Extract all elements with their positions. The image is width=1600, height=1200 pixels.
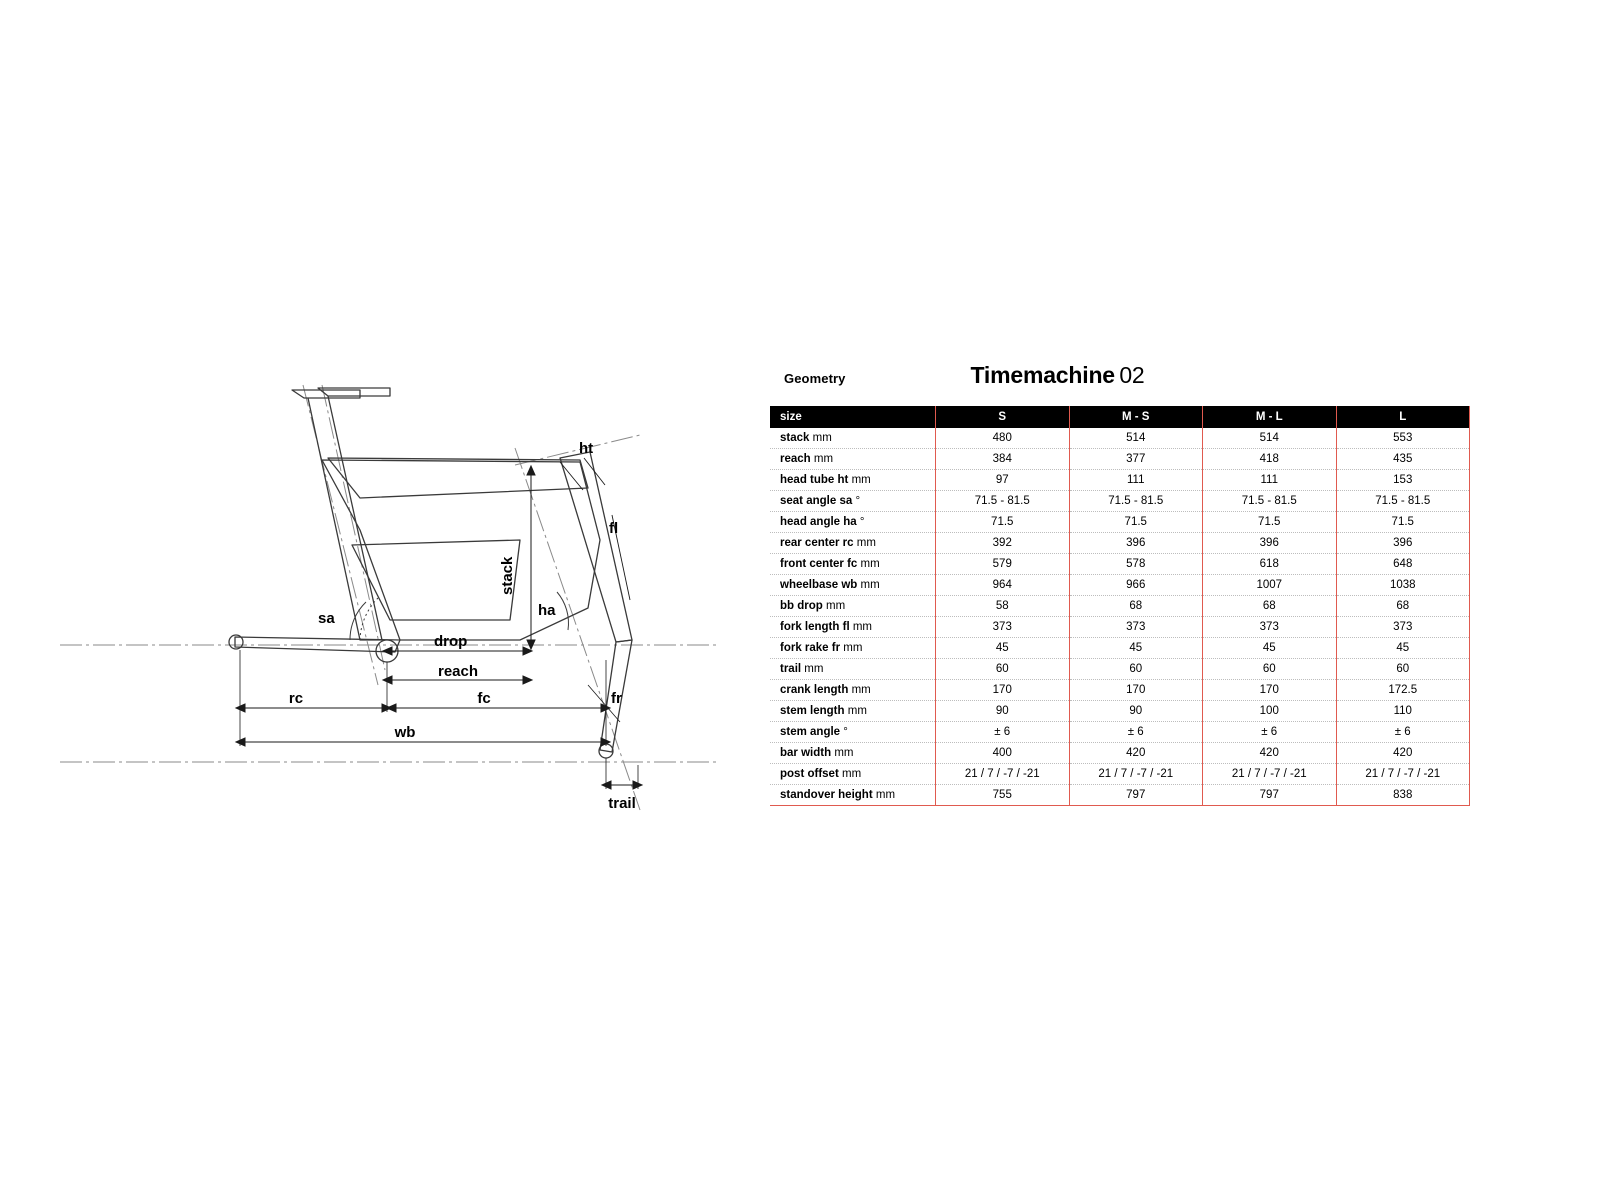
cell-value: 71.5 - 81.5 (936, 491, 1070, 512)
row-label-text: head angle ha (780, 516, 857, 528)
table-row (770, 491, 1470, 512)
row-unit: mm (841, 768, 862, 780)
row-label-text: reach (780, 453, 811, 465)
cell-value: 373 (936, 617, 1070, 638)
cell-value: 435 (1336, 449, 1470, 470)
row-label-text: rear center rc (780, 537, 854, 549)
row-label (770, 701, 936, 722)
cell-value: 97 (936, 470, 1070, 491)
table-row (770, 722, 1470, 743)
cell-value: 384 (936, 449, 1070, 470)
cell-value: 71.5 (1336, 512, 1470, 533)
cell-value: 648 (1336, 554, 1470, 575)
table-row (770, 617, 1470, 638)
cell-value: 60 (1069, 659, 1203, 680)
cell-value: 45 (1336, 638, 1470, 659)
row-label (770, 596, 936, 617)
row-unit: ° (843, 726, 848, 738)
dimension-lines (236, 458, 642, 789)
label-sa: sa (318, 610, 335, 627)
cell-value: 100 (1203, 701, 1337, 722)
cell-value: 60 (1203, 659, 1337, 680)
label-drop: drop (434, 633, 468, 650)
row-label-text: crank length (780, 684, 849, 696)
cell-value: 21 / 7 / -7 / -21 (1069, 764, 1203, 785)
row-unit: mm (826, 600, 846, 612)
cell-value: 170 (1069, 680, 1203, 701)
row-label (770, 554, 936, 575)
cell-value: 396 (1203, 533, 1337, 554)
row-label (770, 449, 936, 470)
cell-value: 400 (936, 743, 1070, 764)
table-row (770, 449, 1470, 470)
table-row (770, 512, 1470, 533)
model-name: Timemachine (970, 362, 1115, 388)
table-header-row (770, 406, 1470, 428)
cell-value: 480 (936, 428, 1070, 449)
row-label-text: head tube ht (780, 474, 849, 486)
cell-value: 392 (936, 533, 1070, 554)
cell-value: 418 (1203, 449, 1337, 470)
row-label-text: stem angle (780, 726, 841, 738)
row-label (770, 743, 936, 764)
row-label (770, 638, 936, 659)
cell-value: ± 6 (936, 722, 1070, 743)
cell-value: 396 (1069, 533, 1203, 554)
model-number: 02 (1119, 362, 1145, 388)
bike-geometry-diagram (60, 340, 780, 840)
row-label-text: trail (780, 663, 802, 675)
cell-value: 21 / 7 / -7 / -21 (1336, 764, 1470, 785)
row-unit: mm (804, 663, 824, 675)
label-fl: fl (609, 520, 619, 537)
cell-value: 71.5 (1203, 512, 1337, 533)
label-fc: fc (477, 690, 491, 707)
reference-lines (60, 385, 720, 810)
row-label-text: bar width (780, 747, 832, 759)
row-label (770, 533, 936, 554)
row-unit: mm (856, 537, 876, 549)
diagram-svg (60, 340, 780, 840)
cell-value: 755 (936, 785, 1070, 806)
row-unit: mm (847, 705, 867, 717)
table-row (770, 764, 1470, 785)
row-unit: mm (860, 558, 880, 570)
table-row (770, 575, 1470, 596)
row-unit: mm (813, 453, 834, 465)
table-row (770, 554, 1470, 575)
cell-value: ± 6 (1336, 722, 1470, 743)
table-row (770, 533, 1470, 554)
table-row (770, 638, 1470, 659)
cell-value: 45 (936, 638, 1070, 659)
cell-value: 797 (1069, 785, 1203, 806)
cell-value: 111 (1069, 470, 1203, 491)
table-row (770, 743, 1470, 764)
cell-value: ± 6 (1069, 722, 1203, 743)
cell-value: 838 (1336, 785, 1470, 806)
cell-value: 170 (936, 680, 1070, 701)
cell-value: ± 6 (1203, 722, 1337, 743)
table-row (770, 659, 1470, 680)
row-label-text: front center fc (780, 558, 858, 570)
row-label (770, 659, 936, 680)
cell-value: 90 (1069, 701, 1203, 722)
cell-value: 68 (1336, 596, 1470, 617)
cell-value: 420 (1336, 743, 1470, 764)
cell-value: 21 / 7 / -7 / -21 (936, 764, 1070, 785)
cell-value: 68 (1069, 596, 1203, 617)
cell-value: 45 (1069, 638, 1203, 659)
cell-value: 514 (1069, 428, 1203, 449)
row-unit: mm (851, 474, 871, 486)
row-label-text: bb drop (780, 600, 823, 612)
cell-value: 71.5 - 81.5 (1336, 491, 1470, 512)
label-rc: rc (288, 690, 304, 707)
cell-value: 170 (1203, 680, 1337, 701)
label-fr: fr (611, 690, 622, 707)
row-label-text: fork rake fr (780, 642, 841, 654)
column-header-size: size (770, 406, 936, 428)
table-row (770, 428, 1470, 449)
row-unit: mm (875, 789, 896, 801)
label-ha: ha (538, 602, 556, 619)
cell-value: 373 (1069, 617, 1203, 638)
model-title (971, 362, 1145, 389)
table-row (770, 596, 1470, 617)
cell-value: 60 (936, 659, 1070, 680)
cell-value: 71.5 (936, 512, 1070, 533)
row-label-text: standover height (780, 789, 873, 801)
label-wb: wb (394, 724, 416, 741)
row-label-text: stack (780, 432, 810, 444)
row-unit: ° (855, 495, 861, 507)
cell-value: 373 (1336, 617, 1470, 638)
cell-value: 578 (1069, 554, 1203, 575)
cell-value: 966 (1069, 575, 1203, 596)
row-unit: mm (834, 747, 854, 759)
row-label (770, 428, 936, 449)
cell-value: 45 (1203, 638, 1337, 659)
label-trail: trail (608, 795, 636, 812)
row-label (770, 617, 936, 638)
cell-value: 71.5 (1069, 512, 1203, 533)
cell-value: 60 (1336, 659, 1470, 680)
row-label-text: post offset (780, 768, 839, 780)
cell-value: 153 (1336, 470, 1470, 491)
geometry-panel (770, 362, 1480, 806)
column-header-l: L (1336, 406, 1470, 428)
cell-value: 579 (936, 554, 1070, 575)
column-header-ms: M - S (1069, 406, 1203, 428)
table-row (770, 785, 1470, 806)
cell-value: 797 (1203, 785, 1337, 806)
row-label (770, 764, 936, 785)
label-reach: reach (437, 663, 479, 680)
cell-value: 1007 (1203, 575, 1337, 596)
row-unit: mm (851, 684, 871, 696)
row-unit: mm (852, 621, 873, 633)
table-row (770, 680, 1470, 701)
cell-value: 396 (1336, 533, 1470, 554)
cell-value: 1038 (1336, 575, 1470, 596)
cell-value: 111 (1203, 470, 1337, 491)
cell-value: 71.5 - 81.5 (1203, 491, 1337, 512)
row-unit: mm (843, 642, 863, 654)
row-label-text: stem length (780, 705, 845, 717)
row-unit: ° (859, 516, 865, 528)
cell-value: 90 (936, 701, 1070, 722)
row-label (770, 785, 936, 806)
row-label (770, 575, 936, 596)
row-label-text: fork length fl (780, 621, 850, 633)
row-unit: mm (812, 432, 832, 444)
cell-value: 21 / 7 / -7 / -21 (1203, 764, 1337, 785)
table-body (770, 428, 1470, 806)
row-label-text: seat angle sa (780, 495, 853, 507)
label-ht: ht (579, 440, 594, 457)
cell-value: 68 (1203, 596, 1337, 617)
cell-value: 110 (1336, 701, 1470, 722)
cell-value: 172.5 (1336, 680, 1470, 701)
row-label-text: wheelbase wb (780, 579, 858, 591)
cell-value: 377 (1069, 449, 1203, 470)
cell-value: 553 (1336, 428, 1470, 449)
cell-value: 618 (1203, 554, 1337, 575)
row-label (770, 512, 936, 533)
geometry-section-label: Geometry (784, 371, 846, 386)
cell-value: 71.5 - 81.5 (1069, 491, 1203, 512)
cell-value: 964 (936, 575, 1070, 596)
geometry-header (770, 362, 1480, 406)
cell-value: 420 (1203, 743, 1337, 764)
cell-value: 58 (936, 596, 1070, 617)
geometry-table (770, 406, 1470, 806)
column-header-s: S (936, 406, 1070, 428)
label-stack: stack (499, 556, 516, 595)
cell-value: 514 (1203, 428, 1337, 449)
table-row (770, 470, 1470, 491)
table-row (770, 701, 1470, 722)
row-label (770, 470, 936, 491)
row-label (770, 722, 936, 743)
column-header-ml: M - L (1203, 406, 1337, 428)
row-unit: mm (860, 579, 880, 591)
cell-value: 420 (1069, 743, 1203, 764)
row-label (770, 680, 936, 701)
cell-value: 373 (1203, 617, 1337, 638)
row-label (770, 491, 936, 512)
